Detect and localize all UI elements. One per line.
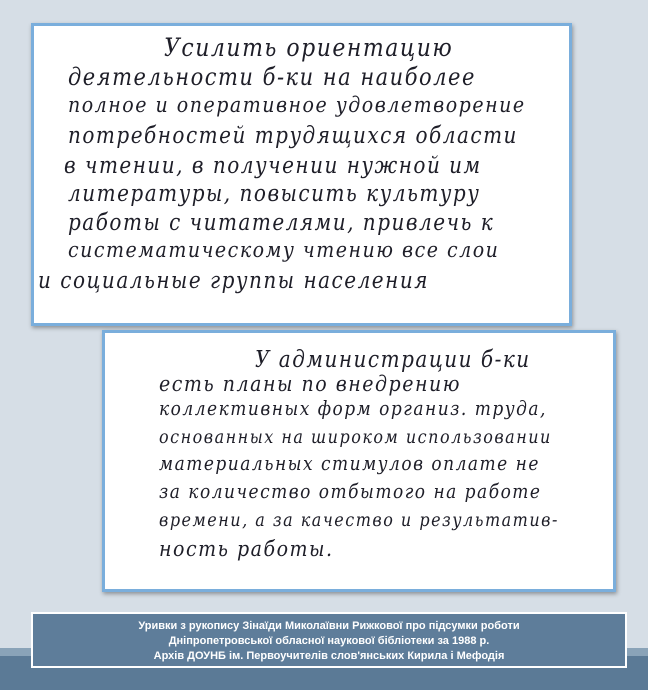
manuscript-line: систематическому чтению все слои bbox=[68, 237, 500, 263]
manuscript-line: литературы, повысить культуру bbox=[68, 179, 481, 207]
manuscript-line: деятельности б-ки на наиболее bbox=[68, 63, 476, 91]
manuscript-line: Усилить ориентацию bbox=[164, 34, 454, 63]
manuscript-line: есть планы по внедрению bbox=[159, 371, 461, 397]
manuscript-line: времени, а за качество и результатив- bbox=[159, 508, 559, 531]
manuscript-line: в чтении, в получении нужной им bbox=[64, 151, 482, 179]
manuscript-line: ность работы. bbox=[159, 536, 334, 562]
manuscript-excerpt-top bbox=[31, 23, 572, 326]
manuscript-line: полное и оперативное удовлетворение bbox=[68, 92, 526, 118]
manuscript-line: основанных на широком использовании bbox=[159, 425, 552, 448]
manuscript-line: за количество отбытого на работе bbox=[159, 480, 542, 504]
manuscript-line: и социальные группы населения bbox=[38, 266, 429, 294]
manuscript-line: работы с читателями, привлечь к bbox=[68, 208, 495, 236]
manuscript-line: У администрации б-ки bbox=[255, 345, 531, 373]
manuscript-line: коллективных форм организ. труда, bbox=[159, 397, 547, 421]
manuscript-line: материальных стимулов оплате не bbox=[159, 452, 540, 476]
caption-line-library: Дніпропетровської обласної наукової бібліотеки за 1988 р. bbox=[168, 635, 490, 647]
caption-line-title: Уривки з рукопису Зінаїди Миколаївни Рижкової про підсумки роботи bbox=[138, 620, 520, 632]
manuscript-excerpt-bottom bbox=[102, 330, 616, 592]
caption bbox=[31, 612, 627, 668]
caption-line-archive: Архів ДОУНБ ім. Первоучителів слов'янських Кирила і Мефодія bbox=[153, 650, 505, 662]
manuscript-line: потребностей трудящихся области bbox=[68, 121, 518, 149]
